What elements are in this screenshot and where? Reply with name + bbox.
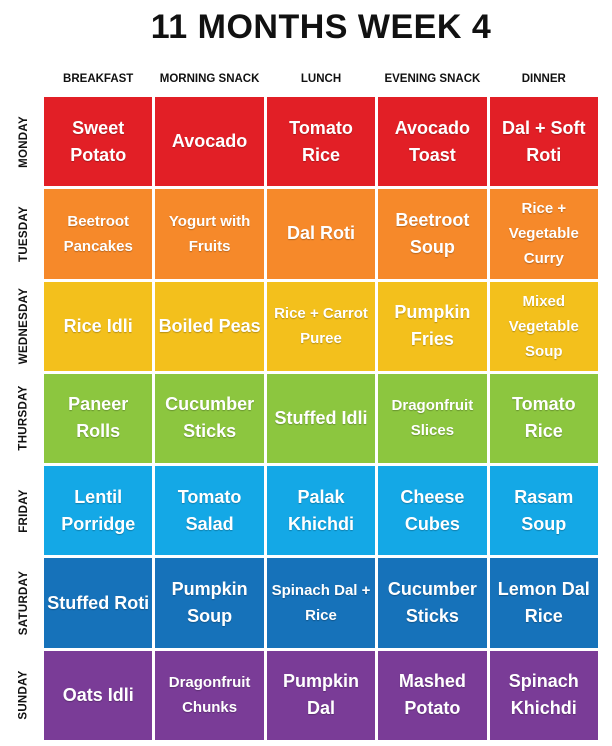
meal-cell-friday-morning-snack: Tomato Salad	[155, 466, 263, 555]
row-header-sunday	[4, 651, 44, 740]
meal-cell-wednesday-breakfast: Rice Idli	[44, 282, 152, 371]
meal-cell-wednesday-morning-snack: Boiled Peas	[155, 282, 263, 371]
day-label: WEDNESDAY	[18, 288, 30, 365]
meal-cell-monday-dinner: Dal + Soft Roti	[490, 97, 598, 186]
meal-cell-thursday-lunch: Stuffed Idli	[267, 374, 375, 463]
meal-grid	[44, 97, 598, 740]
row-header-saturday	[4, 558, 44, 647]
meal-cell-sunday-morning-snack: Dragonfruit Chunks	[155, 651, 263, 740]
meal-cell-sunday-dinner: Spinach Khichdi	[490, 651, 598, 740]
meal-cell-sunday-evening-snack: Mashed Potato	[378, 651, 486, 740]
row-header-wednesday	[4, 282, 44, 371]
meal-cell-tuesday-dinner: Rice + Vegetable Curry	[490, 189, 598, 278]
meal-cell-thursday-evening-snack: Dragonfruit Slices	[378, 374, 486, 463]
day-label: FRIDAY	[18, 489, 30, 533]
meal-cell-sunday-lunch: Pumpkin Dal	[267, 651, 375, 740]
page-title: 11 MONTHS WEEK 4	[150, 8, 492, 46]
meal-cell-friday-lunch: Palak Khichdi	[267, 466, 375, 555]
meal-cell-wednesday-dinner: Mixed Vegetable Soup	[490, 282, 598, 371]
meal-cell-sunday-breakfast: Oats Idli	[44, 651, 152, 740]
row-header-tuesday	[4, 189, 44, 278]
column-header-lunch: LUNCH	[300, 72, 342, 85]
meal-cell-saturday-morning-snack: Pumpkin Soup	[155, 558, 263, 647]
meal-cell-monday-lunch: Tomato Rice	[267, 97, 375, 186]
meal-cell-friday-breakfast: Lentil Porridge	[44, 466, 152, 555]
row-header-friday	[4, 466, 44, 555]
meal-cell-saturday-lunch: Spinach Dal + Rice	[267, 558, 375, 647]
day-label: THURSDAY	[18, 385, 31, 452]
meal-cell-tuesday-evening-snack: Beetroot Soup	[378, 189, 486, 278]
meal-cell-friday-dinner: Rasam Soup	[490, 466, 598, 555]
meal-cell-thursday-morning-snack: Cucumber Sticks	[155, 374, 263, 463]
column-header-breakfast: BREAKFAST	[63, 72, 134, 85]
meal-cell-thursday-breakfast: Paneer Rolls	[44, 374, 152, 463]
meal-cell-tuesday-breakfast: Beetroot Pancakes	[44, 189, 152, 278]
row-header-thursday	[4, 374, 44, 463]
column-header-morning-snack: MORNING SNACK	[159, 72, 260, 85]
meal-cell-monday-breakfast: Sweet Potato	[44, 97, 152, 186]
meal-cell-saturday-breakfast: Stuffed Roti	[44, 558, 152, 647]
meal-cell-tuesday-lunch: Dal Roti	[267, 189, 375, 278]
day-label: SUNDAY	[18, 670, 30, 720]
meal-cell-wednesday-lunch: Rice + Carrot Puree	[267, 282, 375, 371]
day-label: SATURDAY	[18, 570, 31, 636]
meal-cell-saturday-dinner: Lemon Dal Rice	[490, 558, 598, 647]
column-header-evening-snack: EVENING SNACK	[384, 72, 481, 85]
meal-cell-monday-evening-snack: Avocado Toast	[378, 97, 486, 186]
day-label: TUESDAY	[18, 205, 30, 262]
column-header-dinner: DINNER	[521, 72, 566, 85]
day-label: MONDAY	[18, 115, 31, 168]
row-header-monday	[4, 97, 44, 186]
meal-cell-friday-evening-snack: Cheese Cubes	[378, 466, 486, 555]
meal-cell-thursday-dinner: Tomato Rice	[490, 374, 598, 463]
meal-cell-saturday-evening-snack: Cucumber Sticks	[378, 558, 486, 647]
meal-cell-tuesday-morning-snack: Yogurt with Fruits	[155, 189, 263, 278]
meal-cell-monday-morning-snack: Avocado	[155, 97, 263, 186]
meal-cell-wednesday-evening-snack: Pumpkin Fries	[378, 282, 486, 371]
